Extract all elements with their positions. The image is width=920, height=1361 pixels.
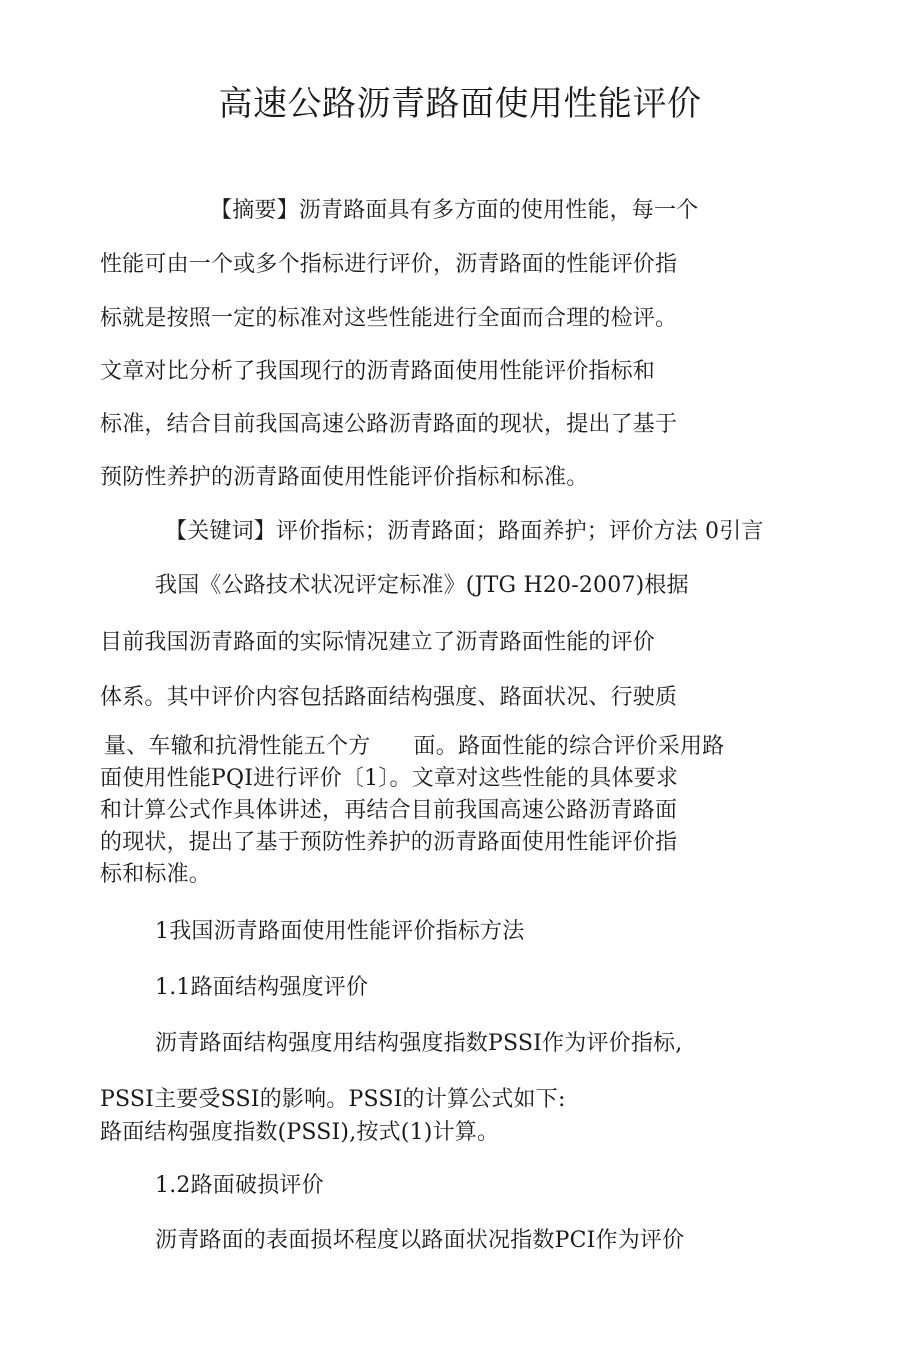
document-title: 高速公路沥青路面使用性能评价 [218,84,702,124]
section-1-1-line-3: 路面结构强度指数(PSSI),按式(1)计算。 [100,1120,500,1145]
intro-line-7: 的现状，提出了基于预防性养护的沥青路面使用性能评价指 [100,830,678,855]
abstract-line-4: 文章对比分析了我国现行的沥青路面使用性能评价指标和 [100,359,656,384]
abstract-line-3: 标就是按照一定的标准对这些性能进行全面而合理的检评。 [100,306,678,331]
intro-line-1: 我国《公路技术状况评定标准》(JTG H20-2007)根据 [155,573,689,598]
intro-line-5: 面使用性能PQI进行评价〔1〕。文章对这些性能的具体要求 [100,766,679,791]
keywords-line: 【关键词】评价指标；沥青路面；路面养护；评价方法 0引言 [165,519,764,544]
section-1-1-line-2: PSSI主要受SSI的影响。PSSI的计算公式如下: [100,1087,566,1112]
section-1-2-line-1: 沥青路面的表面损坏程度以路面状况指数PCI作为评价 [155,1228,685,1253]
abstract-line-6: 预防性养护的沥青路面使用性能评价指标和标准。 [100,465,589,490]
abstract-line-5: 标准，结合目前我国高速公路沥青路面的现状，提出了基于 [100,412,678,437]
section-heading-1: 1我国沥青路面使用性能评价指标方法 [155,919,525,944]
abstract-line-1: 【摘要】沥青路面具有多方面的使用性能，每一个 [210,198,699,223]
section-1-1-line-1: 沥青路面结构强度用结构强度指数PSSI作为评价指标, [155,1031,683,1056]
intro-line-2: 目前我国沥青路面的实际情况建立了沥青路面性能的评价 [100,630,656,655]
section-heading-1-1: 1.1路面结构强度评价 [155,975,369,1000]
intro-line-3: 体系。其中评价内容包括路面结构强度、路面状况、行驶质 [100,685,678,710]
intro-line-8: 标和标准。 [100,862,212,887]
abstract-line-2: 性能可由一个或多个指标进行评价，沥青路面的性能评价指 [100,252,678,277]
section-heading-1-2: 1.2路面破损评价 [155,1173,324,1198]
intro-line-4: 量、车辙和抗滑性能五个方 面。路面性能的综合评价采用路 [104,734,725,759]
intro-line-6: 和计算公式作具体讲述，再结合目前我国高速公路沥青路面 [100,798,678,823]
